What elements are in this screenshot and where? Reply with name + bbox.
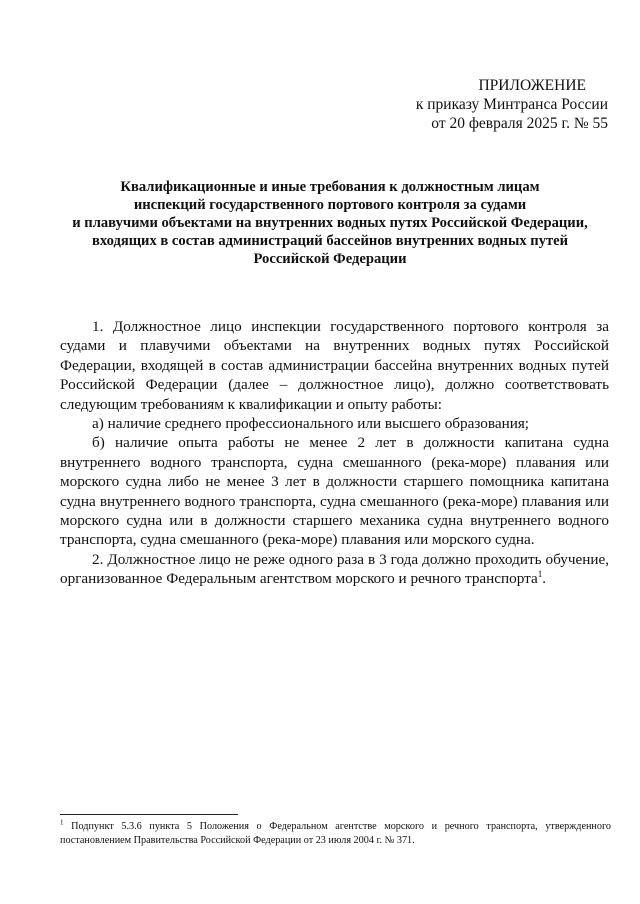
paragraph-2-text: 2. Должностное лицо не реже одного раза в 3 года должно проходить обучение, организованное Федеральным агентством морского и речного транспорта <box>60 550 609 588</box>
paragraph-2: 2. Должностное лицо не реже одного раза в 3 года должно проходить обучение, организованное Федеральным агентством морского и речного транспорта$^1$. <box>60 550 609 588</box>
footnote-divider <box>60 814 238 815</box>
title-line-2: инспекций государственного портового контроля за судами <box>133 197 527 213</box>
paragraph-1a: а) наличие среднего профессионального или высшего образования; <box>92 415 530 433</box>
title-line-5: Российской Федерации <box>253 251 407 267</box>
paragraph-1: 1. Должностное лицо инспекции государственного портового контроля за судами и плавучими объектами на внутренних водных путях Российской Федерации, входящей в состав администрации бассейна внутренних водных путей Российской Федерации (далее – должностное лицо), должно соответствовать следующим требованиям к квалификации и опыту работы: <box>60 318 609 413</box>
appendix-header <box>368 76 608 133</box>
document-title <box>60 178 600 268</box>
appendix-order-line: к приказу Минтранса России <box>415 96 608 113</box>
footnote-text: Подпункт 5.3.6 пункта 5 Положения о Федеральном агентстве морского и речного транспорта, утвержденного постановлением Правительства Российской Федерации от 23 июля 2004 г. № 371. <box>60 821 611 846</box>
appendix-heading: ПРИЛОЖЕНИЕ <box>478 77 586 94</box>
footnote <box>60 820 611 848</box>
title-line-4: входящих в состав администраций бассейнов внутренних водных путей <box>91 233 569 249</box>
appendix-date-line: от 20 февраля 2025 г. № 55 <box>431 115 608 132</box>
title-line-1: Квалификационные и иные требования к должностным лицам <box>120 179 540 195</box>
paragraph-1b: б) наличие опыта работы не менее 2 лет в должности капитана судна внутреннего водного транспорта, судна смешанного (река-море) плавания или морского судна либо не менее 3 лет в должности старшего помощника капитана судна внутреннего водного транспорта, судна смешанного (река-море) плавания или морского судна или в должности старшего механика судна внутреннего водного транспорта, судна смешанного (река-море) плавания или морского судна. <box>60 434 609 549</box>
title-line-3: и плавучими объектами на внутренних водных путях Российской Федерации, <box>72 215 588 231</box>
footnote-marker: 1 <box>60 818 64 827</box>
footnote-reference: 1 <box>537 569 543 580</box>
document-body <box>60 317 609 589</box>
